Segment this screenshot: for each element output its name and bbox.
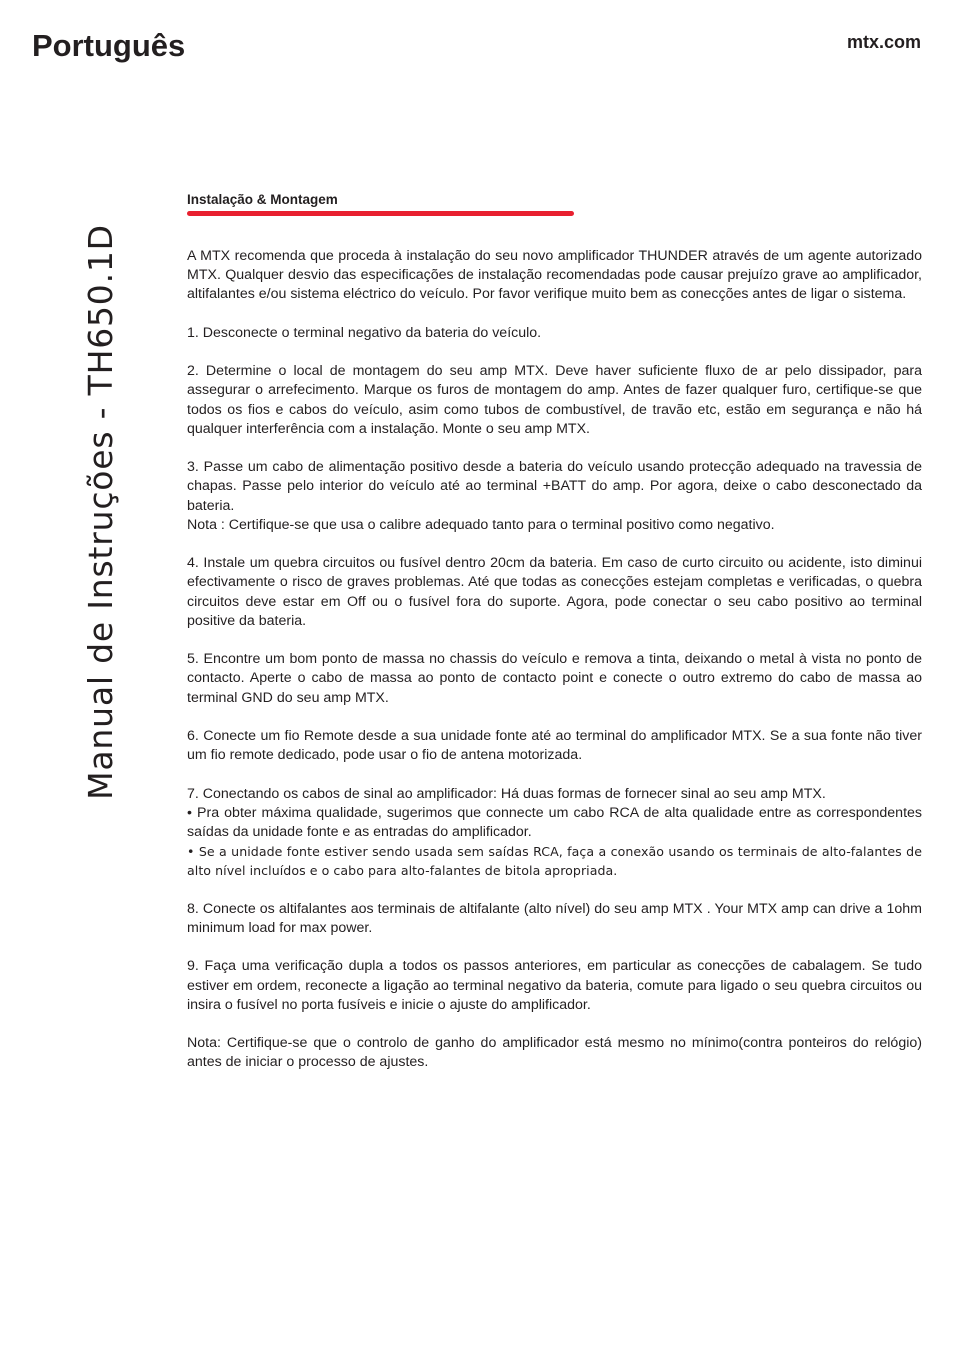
step-7: 7. Conectando os cabos de sinal ao amplificador: Há duas formas de fornecer sinal ao seu amp MTX. [187,785,826,802]
step-3-note: Nota : Certifique-se que usa o calibre adequado tanto para o terminal positivo como negativo. [187,516,775,533]
final-note: Nota: Certifique-se que o controlo de ganho do amplificador está mesmo no mínimo(contra ponteiros do relógio) antes de iniciar o processo de ajustes. [187,1035,922,1071]
step-7-bullet-highlevel: • Se a unidade fonte estiver sendo usada sem saídas RCA, faça a conexão usando os terminais de alto-falantes de alto nível incluídos e o cabo para alto-falantes de bitola apropriada. [187,844,922,879]
website-label: mtx.com [846,32,921,52]
instructions-body [187,247,922,1092]
section-heading: Instalação & Montagem [187,192,338,207]
step-2: 2. Determine o local de montagem do seu amp MTX. Deve haver suficiente fluxo de ar pelo dissipador, para assegurar o arrefecimento. Marque os furos de montagem do amp. Antes de fazer qualquer furo, certifique-se que todos os fios e cabos do veículo, asim como tubos de combustível, de travão etc, estão em segurança e não há qualquer interferência com a instalação. Monte o seu amp MTX. [187,363,922,437]
step-7-block [187,785,922,881]
side-title-container [76,192,126,832]
step-6: 6. Conecte um fio Remote desde a sua unidade fonte até ao terminal do amplificador MTX. Se a sua fonte não tiver um fio remote dedicado, pode usar o fio de antena motorizada. [187,727,922,764]
step-3-block [187,458,922,535]
step-1: 1. Desconecte o terminal negativo da bateria do veículo. [187,324,542,341]
step-3: 3. Passe um cabo de alimentação positivo desde a bateria do veículo usando protecção adequado na travessia de chapas. Passe pelo interior do veículo até ao terminal +BATT do amp. Por agora, deixe o cabo desconectado da bateria. [187,459,922,514]
manual-side-title: Manual de Instruções - TH650.1D [81,224,120,800]
step-8: 8. Conecte os altifalantes aos terminais de altifalante (alto nível) do seu amp MTX . Your MTX amp can drive a 1ohm minimum load for max power. [187,900,922,936]
step-4: 4. Instale um quebra circuitos ou fusível dentro 20cm da bateria. Em caso de curto circuito ou acidente, isto diminui efectivamente o risco de graves problemas. Até que todas as conecções estejam completas e verificadas, o quebra circuitos deve estar em Off ou o fusível fora do suporte. Agora, pode conectar o seu cabo positivo ao terminal positive da bateria. [187,555,922,629]
step-5: 5. Encontre um bom ponto de massa no chassis do veículo e remova a tinta, deixando o metal à vista no ponto de contacto. Aperte o cabo de massa ao ponto de contacto point e conecte o outro extremo do cabo de massa ao terminal GND do seu amp MTX. [187,651,922,706]
intro-paragraph: A MTX recomenda que proceda à instalação do seu novo amplificador THUNDER através de um agente autorizado MTX. Qualquer desvio das especificações de instalação recomendadas pode causar prejuízo grave ao amplificador, altifalantes e/ou sistema eléctrico do veículo. Por favor verifique muito bem as conecções antes de ligar o sistema. [187,248,922,303]
accent-divider [187,211,574,216]
step-9: 9. Faça uma verificação dupla a todos os passos anteriores, em particular as conecções de cabalagem. Se tudo estiver em ordem, reconecte a ligação ao terminal negativo da bateria, comute para ligado o seu quebra circuitos ou insira o fusível no porta fusíveis e inicie o ajuste do amplificador. [187,958,922,1013]
page-language-title: Português [32,28,186,63]
step-7-bullet-rca: • Pra obter máxima qualidade, sugerimos que connecte um cabo RCA de alta qualidade entre as correspondentes saídas da unidade fonte e as entradas do amplificador. [187,804,922,840]
